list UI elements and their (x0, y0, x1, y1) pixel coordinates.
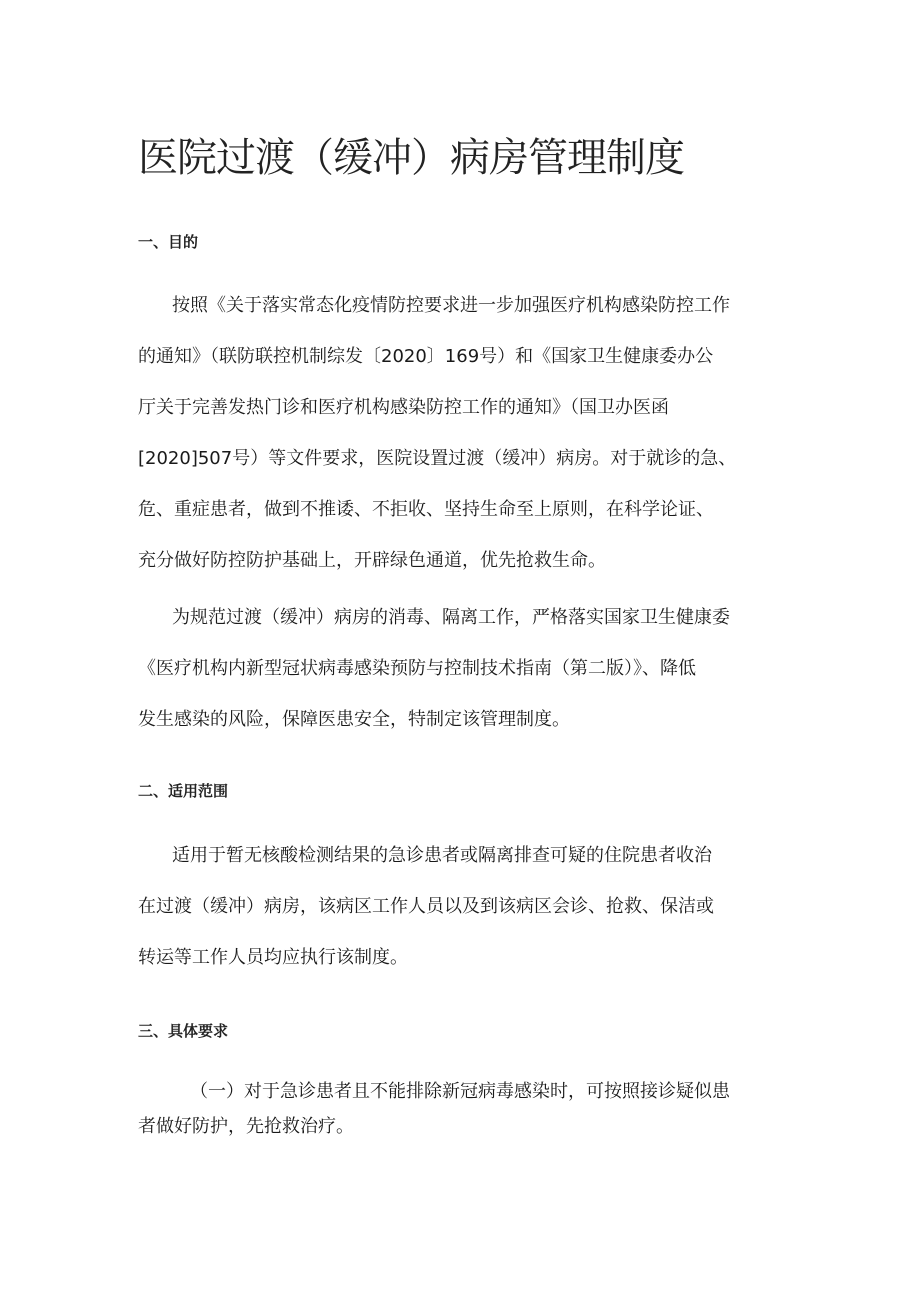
paragraph-requirement-1 (138, 1068, 730, 1138)
paragraph-scope (138, 830, 714, 983)
paragraph-line: 按照《关于落实常态化疫情防控要求进一步加强医疗机构感染防控工作 (172, 295, 730, 316)
paragraph-line: 发生感染的风险，保障医患安全，特制定该管理制度。 (138, 709, 570, 730)
paragraph-line: 厅关于完善发热门诊和医疗机构感染防控工作的通知》（国卫办医函 (138, 397, 669, 418)
section-heading-requirements: 三、具体要求 (138, 1022, 229, 1040)
paragraph-purpose-basis (138, 280, 736, 586)
document-title: 医院过渡（缓冲）病房管理制度 (138, 135, 684, 181)
section-heading-purpose: 一、目的 (138, 233, 199, 251)
section-heading-scope: 二、适用范围 (138, 782, 229, 800)
paragraph-line: 转运等工作人员均应执行该制度。 (138, 947, 408, 968)
paragraph-line: 者做好防护，先抢救治疗。 (138, 1116, 354, 1137)
paragraph-line: 适用于暂无核酸检测结果的急诊患者或隔离排查可疑的住院患者收治 (172, 845, 712, 866)
paragraph-line: 充分做好防控防护基础上，开辟绿色通道，优先抢救生命。 (138, 550, 606, 571)
paragraph-line: 的通知》（联防联控机制综发〔2020〕169号）和《国家卫生健康委办公 (138, 346, 714, 367)
paragraph-line: （一）对于急诊患者且不能排除新冠病毒感染时，可按照接诊疑似患 (190, 1081, 730, 1102)
paragraph-line: 危、重症患者，做到不推诿、不拒收、坚持生命至上原则，在科学论证、 (138, 499, 714, 520)
paragraph-line: 为规范过渡（缓冲）病房的消毒、隔离工作，严格落实国家卫生健康委 (172, 607, 730, 628)
paragraph-line: 在过渡（缓冲）病房，该病区工作人员以及到该病区会诊、抢救、保洁或 (138, 896, 714, 917)
paragraph-purpose-regulation (138, 592, 730, 745)
paragraph-line: 《医疗机构内新型冠状病毒感染预防与控制技术指南（第二版）》、降低 (138, 658, 696, 679)
paragraph-line: [2020]507号）等文件要求，医院设置过渡（缓冲）病房。对于就诊的急、 (138, 448, 737, 469)
